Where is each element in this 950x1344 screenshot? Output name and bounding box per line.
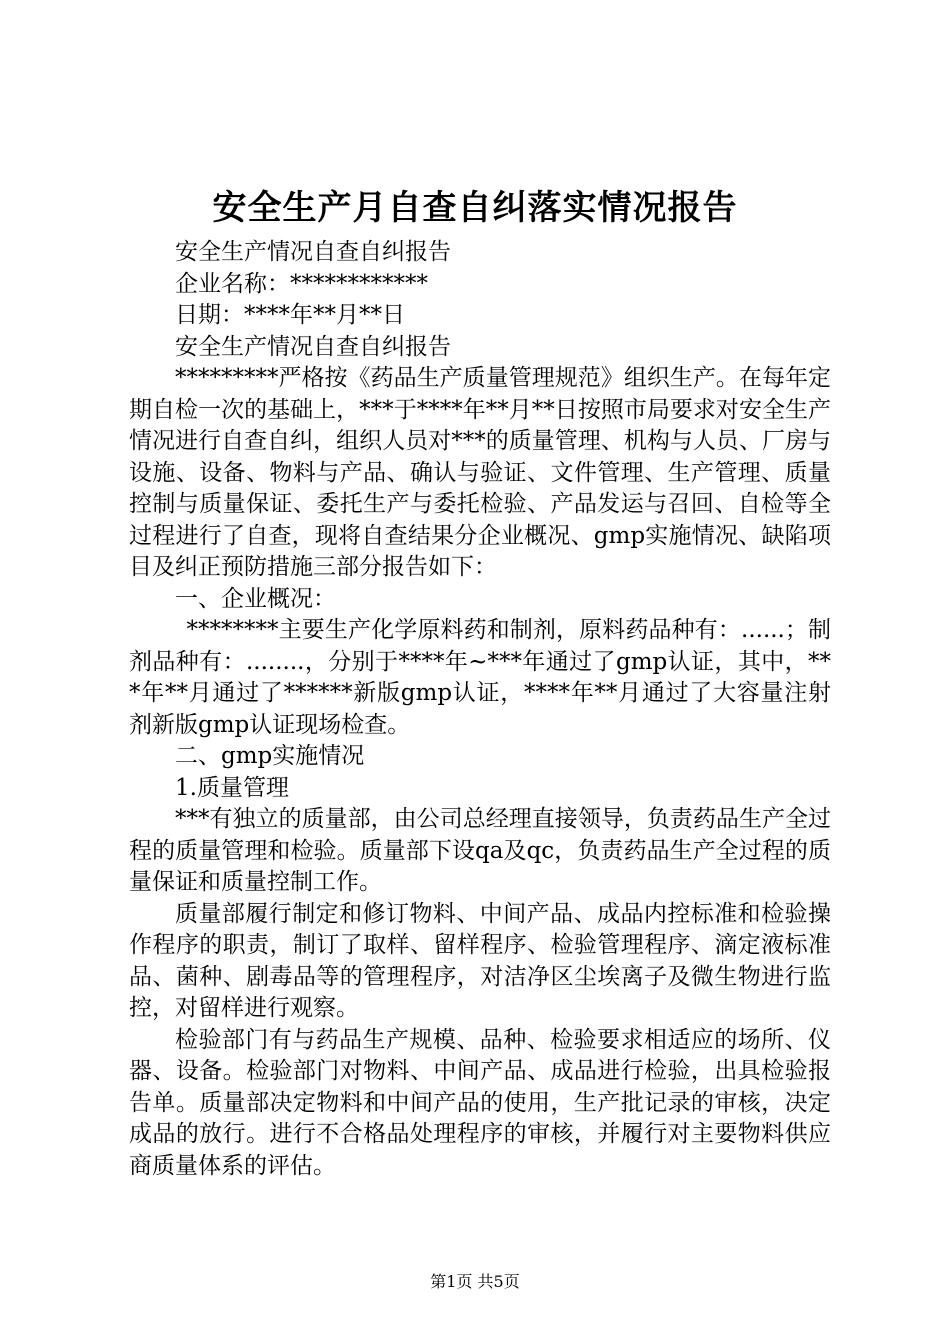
paragraph-company-name: 企业名称：************ bbox=[175, 270, 428, 297]
paragraph-heading-report-repeat: 安全生产情况自查自纠报告 bbox=[175, 333, 451, 360]
paragraph-quality-department: ***有独立的质量部，由公司总经理直接领导，负责药品生产全过程的质量管理和检验。质量部下设qa及qc，负责药品生产全过程的质量保证和质量控制工作。 bbox=[129, 806, 831, 895]
paragraph-company-overview: ********主要生产化学原料药和制剂，原料药品种有：......；制剂品种有：........，分别于****年~***年通过了gmp认证，其中，***年**月通过了******新版gmp认证，****年**月通过了大容量注射剂新版gmp认证现场检查。 bbox=[129, 617, 831, 738]
paragraph-introduction: *********严格按《药品生产质量管理规范》组织生产。在每年定期自检一次的基础上，***于****年**月**日按照市局要求对安全生产情况进行自查自纠，组织人员对***的质量管理、机构与人员、厂房与设施、设备、物料与产品、确认与验证、文件管理、生产管理、质量控制与质量保证、委托生产与委托检验、产品发运与召回、自检等全过程进行了自查，现将自查结果分企业概况、gmp实施情况、缺陷项目及纠正预防措施三部分报告如下： bbox=[129, 365, 831, 580]
document-title: 安全生产月自查自纠落实情况报告 bbox=[212, 188, 738, 228]
paragraph-inspection-department: 检验部门有与药品生产规模、品种、检验要求相适应的场所、仪器、设备。检验部门对物料、中间产品、成品进行检验，出具检验报告单。质量部决定物料和中间产品的使用，生产批记录的审核，决定成品的放行。进行不合格品处理程序的审核，并履行对主要物料供应商质量体系的评估。 bbox=[129, 1026, 831, 1179]
page-footer: 第1页 共5页 bbox=[430, 1272, 520, 1291]
section-heading-gmp-implementation: 二、gmp实施情况 bbox=[175, 743, 365, 769]
paragraph-quality-duties: 质量部履行制定和修订物料、中间产品、成品内控标准和检验操作程序的职责，制订了取样、留样程序、检验管理程序、滴定液标准品、菌种、剧毒品等的管理程序，对洁净区尘埃离子及微生物进行监控，对留样进行观察。 bbox=[129, 900, 831, 1021]
subsection-heading-quality-management: 1.质量管理 bbox=[175, 774, 289, 801]
section-heading-company-overview: 一、企业概况： bbox=[175, 585, 336, 612]
document-body bbox=[129, 237, 831, 1182]
paragraph-heading-report: 安全生产情况自查自纠报告 bbox=[175, 239, 451, 265]
paragraph-date: 日期：****年**月**日 bbox=[175, 302, 405, 328]
